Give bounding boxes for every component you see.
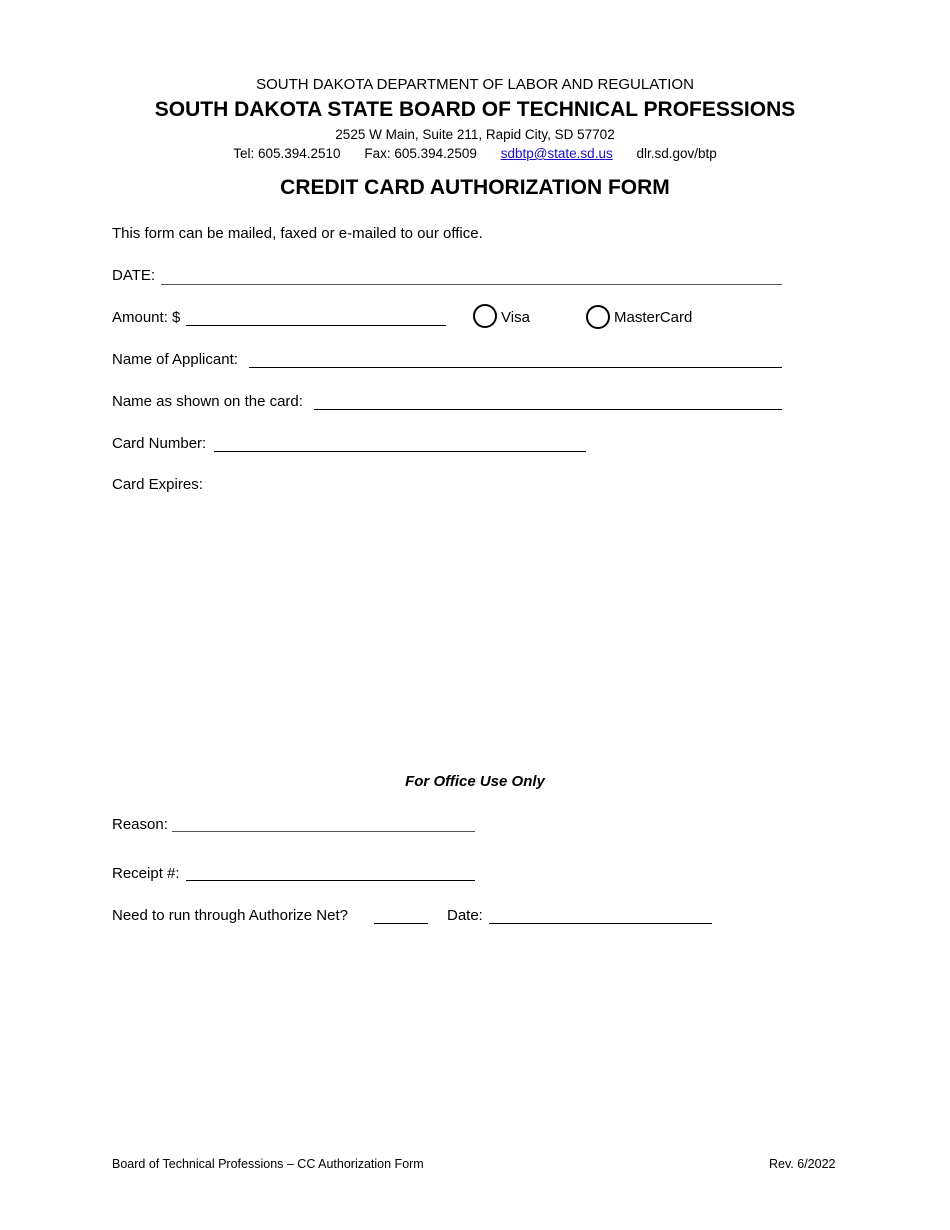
mastercard-label: MasterCard <box>614 309 693 326</box>
department-name: SOUTH DAKOTA DEPARTMENT OF LABOR AND REGULATION <box>256 76 694 93</box>
office-use-heading: For Office Use Only <box>405 773 545 790</box>
board-address: 2525 W Main, Suite 211, Rapid City, SD 57702 <box>335 127 615 142</box>
footer-form-name: Board of Technical Professions – CC Authorization Form <box>112 1157 424 1171</box>
card-expires-label: Card Expires: <box>112 476 203 493</box>
card-number-field[interactable] <box>214 451 586 452</box>
visa-radio[interactable] <box>473 304 497 328</box>
board-name: SOUTH DAKOTA STATE BOARD OF TECHNICAL PROFESSIONS <box>154 98 796 121</box>
card-number-label: Card Number: <box>112 435 207 452</box>
contact-line <box>0 146 950 161</box>
office-date-field[interactable] <box>489 923 712 924</box>
card-name-field[interactable] <box>314 409 782 410</box>
date-field[interactable] <box>161 284 782 285</box>
authorize-net-label: Need to run through Authorize Net? <box>112 907 348 924</box>
email-link[interactable]: sdbtp@state.sd.us <box>500 146 613 161</box>
fax-number: Fax: 605.394.2509 <box>364 146 477 161</box>
footer-revision: Rev. 6/2022 <box>769 1157 836 1171</box>
reason-label: Reason: <box>112 816 168 833</box>
form-intro: This form can be mailed, faxed or e-mailed to our office. <box>112 225 483 242</box>
office-date-label: Date: <box>447 907 483 924</box>
applicant-name-label: Name of Applicant: <box>112 351 238 368</box>
amount-field[interactable] <box>186 325 446 326</box>
visa-label: Visa <box>501 309 530 326</box>
mastercard-radio[interactable] <box>586 305 610 329</box>
authorize-net-field[interactable] <box>374 923 428 924</box>
tel-number: Tel: 605.394.2510 <box>233 146 341 161</box>
amount-label: Amount: $ <box>112 309 181 326</box>
form-title: CREDIT CARD AUTHORIZATION FORM <box>280 176 670 199</box>
reason-field[interactable] <box>172 831 475 832</box>
receipt-field[interactable] <box>186 880 475 881</box>
card-name-label: Name as shown on the card: <box>112 393 303 410</box>
applicant-name-field[interactable] <box>249 367 782 368</box>
website-text: dlr.sd.gov/btp <box>636 146 717 161</box>
receipt-label: Receipt #: <box>112 865 180 882</box>
date-label: DATE: <box>112 267 156 284</box>
